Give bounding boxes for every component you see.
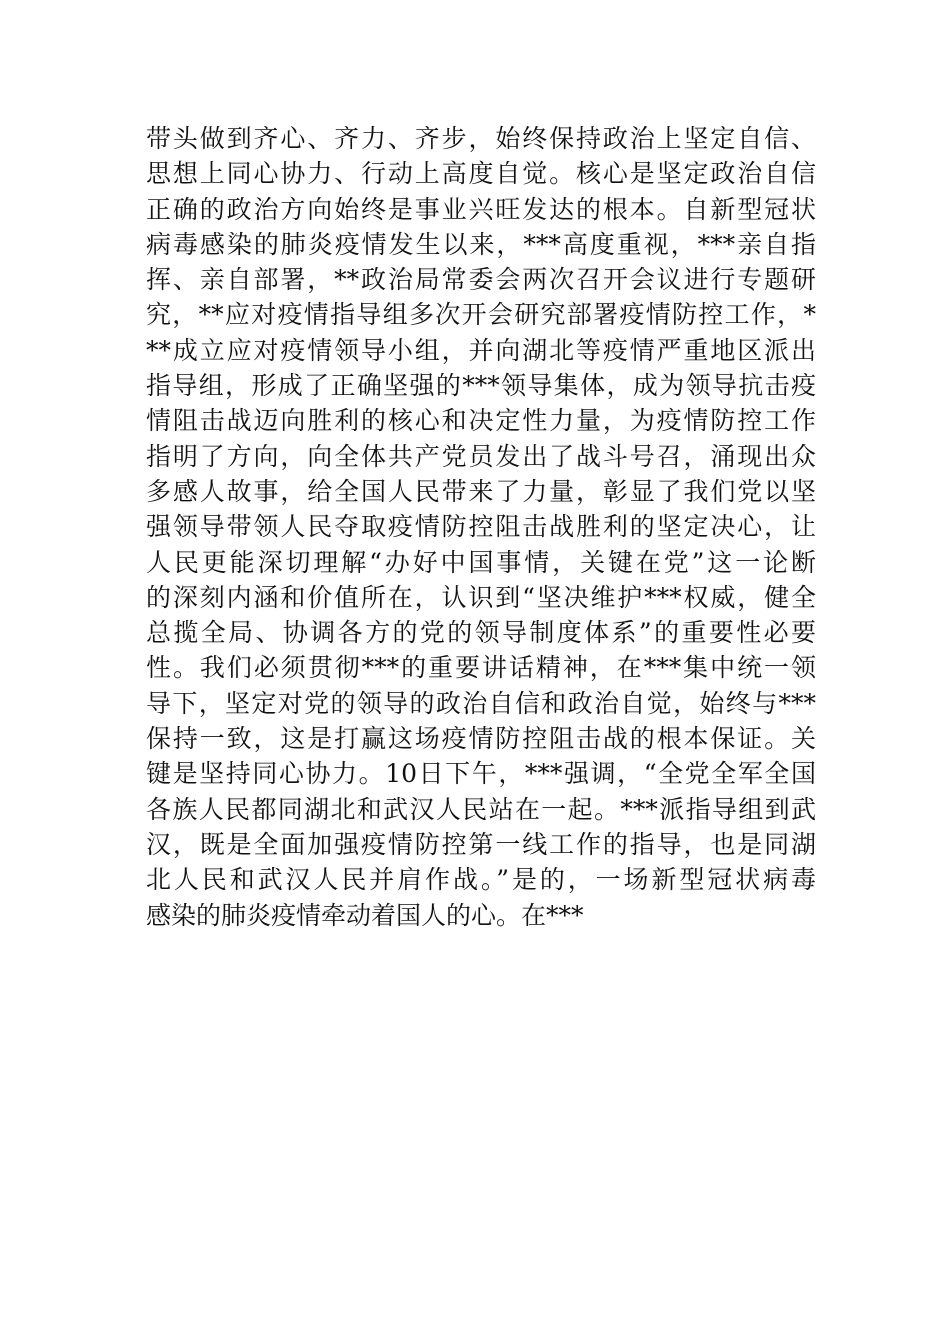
text-line: 指明了方向，向全体共产党员发出了战斗号召，涌现出众 bbox=[146, 441, 816, 471]
text-line: 汉，既是全面加强疫情防控第一线工作的指导，也是同湖 bbox=[146, 829, 816, 859]
text-line: 指导组，形成了正确坚强的***领导集体，成为领导抗击疫 bbox=[146, 371, 816, 401]
text-line: 各族人民都同湖北和武汉人民站在一起。***派指导组到武 bbox=[146, 794, 816, 824]
text-line: 正确的政治方向始终是事业兴旺发达的根本。自新型冠状 bbox=[146, 194, 816, 224]
text-line: 的深刻内涵和价值所在，认识到“坚决维护***权威，健全 bbox=[146, 582, 816, 612]
text-line: 病毒感染的肺炎疫情发生以来，***高度重视，***亲自指 bbox=[146, 229, 816, 259]
text-line: 情阻击战迈向胜利的核心和决定性力量，为疫情防控工作 bbox=[146, 406, 816, 436]
text-line: 多感人故事，给全国人民带来了力量，彰显了我们党以坚 bbox=[146, 476, 816, 506]
body-paragraph bbox=[146, 121, 816, 933]
text-line: 思想上同心协力、行动上高度自觉。核心是坚定政治自信 bbox=[146, 159, 816, 189]
text-line: **成立应对疫情领导小组，并向湖北等疫情严重地区派出 bbox=[146, 335, 816, 365]
text-line: 人民更能深切理解“办好中国事情，关键在党”这一论断 bbox=[146, 547, 816, 577]
text-line: 保持一致，这是打赢这场疫情防控阻击战的根本保证。关 bbox=[146, 724, 816, 754]
text-line: 性。我们必须贯彻***的重要讲话精神，在***集中统一领 bbox=[146, 653, 816, 683]
text-line: 北人民和武汉人民并肩作战。”是的，一场新型冠状病毒 bbox=[146, 865, 816, 895]
text-line: 导下，坚定对党的领导的政治自信和政治自觉，始终与*** bbox=[146, 688, 816, 718]
text-line: 感染的肺炎疫情牵动着国人的心。在*** bbox=[146, 900, 584, 930]
text-line: 强领导带领人民夺取疫情防控阻击战胜利的坚定决心，让 bbox=[146, 512, 816, 542]
text-line: 挥、亲自部署，**政治局常委会两次召开会议进行专题研 bbox=[146, 265, 816, 295]
text-line: 究，**应对疫情指导组多次开会研究部署疫情防控工作，* bbox=[146, 300, 816, 330]
text-line: 键是坚持同心协力。10日下午，***强调，“全党全军全国 bbox=[146, 759, 816, 789]
text-line: 带头做到齐心、齐力、齐步，始终保持政治上坚定自信、 bbox=[146, 124, 816, 153]
text-line: 总揽全局、协调各方的党的领导制度体系”的重要性必要 bbox=[146, 618, 816, 648]
